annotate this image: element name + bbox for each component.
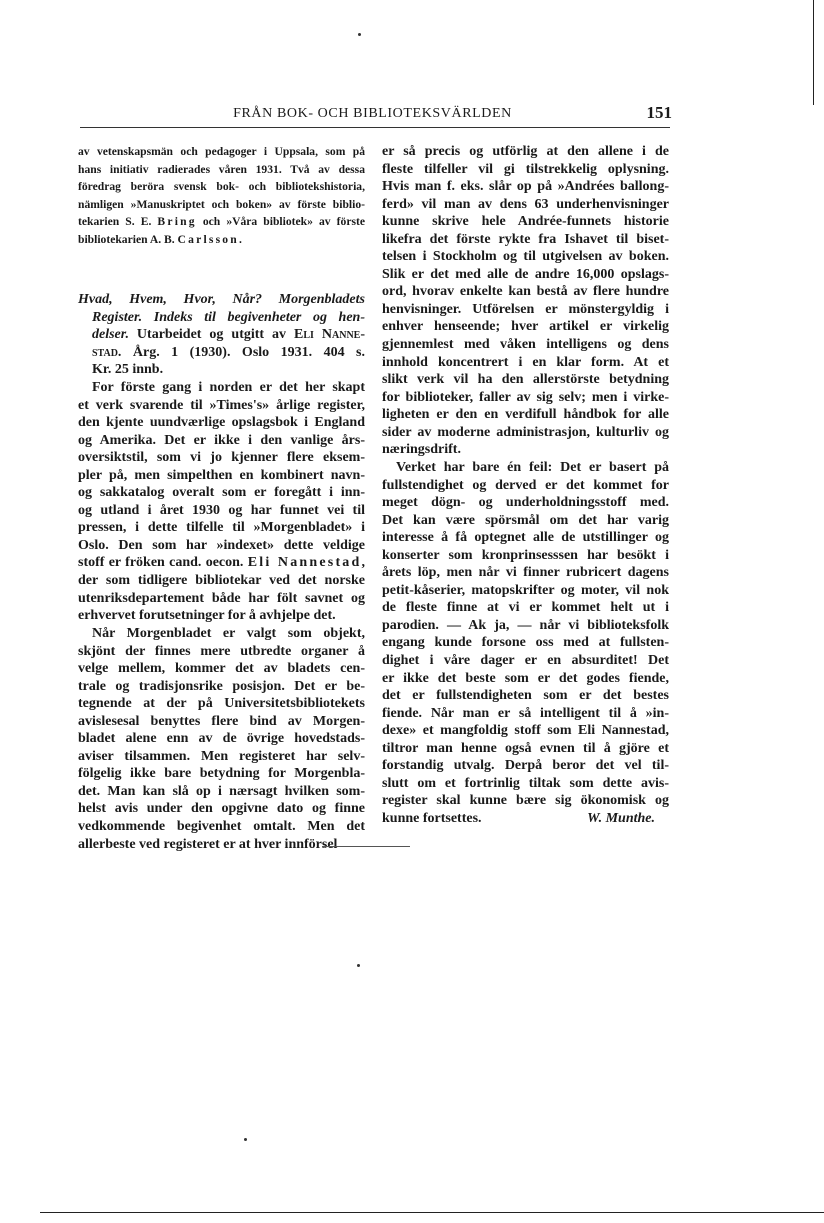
scan-speck [244, 1138, 247, 1141]
text-line: er så precis og utförlig at den allene i de [382, 144, 669, 159]
scan-edge-right [813, 0, 814, 105]
text-line [78, 231, 365, 249]
text-segment: Eli Nannestad [247, 555, 362, 571]
text-line: og sakkatalog overalt som er foregått i inn- [78, 485, 365, 501]
text-line: Oslo. Den som har »indexet» dette veldige [78, 537, 365, 553]
text-line: avislesesal benyttes flere bind av Morgen- [78, 713, 365, 729]
text-line: forstandig utvalg. Derpå beror det vel til- [382, 758, 669, 774]
text-line: gjennemlest med våken intelligens og dens [382, 337, 669, 353]
text-line [78, 291, 365, 309]
text-segment: , [361, 555, 365, 571]
text-line: den kjente uundværlige opslagsbok i England [78, 415, 365, 431]
text-line: fleste tilfeller vil gi tilstrekkelig oplysning. [382, 161, 669, 177]
text-line: petit-kåserier, matopskrifter og moter, vil nok [382, 582, 669, 598]
text-line: kunne skrive hele Andrée-funnets historie [382, 214, 669, 230]
text-line: meget dögn- og underholdningsstoff med. [382, 495, 669, 511]
text-line: register skal kunne bære sig ökonomisk og [382, 793, 669, 809]
text-line: innhold koncentrert i en klar form. At et [382, 354, 669, 370]
text-line: skjönt der finnes mere utbredte organer å [78, 643, 365, 659]
text-line [78, 361, 365, 379]
text-segment: Hvad, Hvem, Hvor, Når? Morgenbladets [78, 292, 365, 307]
text-line: slutt om et fortrinlig tiltak som dette avis- [382, 775, 669, 791]
text-segment: Bring [157, 215, 197, 229]
text-line: pler på, men simpelthen en kombinert navn- [78, 467, 365, 483]
text-segment: . [238, 232, 242, 246]
text-line: oversiktstil, som vi jo kjenner flere eksem- [78, 450, 365, 466]
text-segment: Register. Indeks til begivenheter og hen- [92, 309, 365, 325]
text-line: engang kunde forsone oss med at fullsten- [382, 635, 669, 651]
text-segment: bibliotekarien A. B. [78, 232, 178, 246]
text-line: der som tidligere bibliotekar ved det norske [78, 573, 365, 589]
text-line: fullstendighet og derved er det kommet for [382, 477, 669, 493]
left-paragraph-1 [78, 379, 365, 625]
text-line: er ikke det beste som er det godes fiende, [382, 670, 669, 686]
text-segment: Carlsson [177, 232, 239, 246]
page-number: 151 [646, 103, 672, 122]
text-line: enhver henseende; hver artikel er virkelig [382, 319, 669, 335]
scan-speck [357, 964, 360, 967]
text-line: pressen, i dette tilfelle til »Morgenbladet» i [78, 520, 365, 536]
text-segment: kunne fortsettes. [382, 810, 482, 826]
text-line: årets löp, men når vi finner rubricert dagens [382, 565, 669, 581]
notice-block [78, 143, 365, 248]
text-line: likefra det förste rykte fra Ishavet til biset- [382, 231, 669, 247]
text-line [78, 344, 365, 362]
right-paragraph-1 [382, 143, 669, 459]
scan-speck [358, 33, 361, 36]
text-line: det er fullstendigheten som er det bestes [382, 688, 669, 704]
text-line: konserter som kronprinsesssen har besökt i [382, 547, 669, 563]
text-line [78, 213, 365, 231]
text-line [382, 810, 669, 828]
right-paragraph-2 [382, 459, 669, 827]
text-segment: tekarien S. E. [78, 215, 158, 229]
text-line: tiltror man henne også evnen til å gjöre et [382, 740, 669, 756]
text-line: telsen i Stockholm og til utgivelsen av boken. [382, 249, 669, 265]
text-line: ord, hvorav enkelte kan bestå av flere hundre [382, 284, 669, 300]
author-signature: W. Munthe. [587, 810, 655, 826]
text-line: Når Morgenbladet er valgt som objekt, [92, 626, 365, 641]
scan-edge-bottom [40, 1212, 824, 1213]
text-line: interesse å få optegnet alle de utstillinger og [382, 530, 669, 546]
text-line: Slik er det med alle de andre 16,000 opslags- [382, 266, 669, 282]
text-line [78, 309, 365, 327]
text-line: henvisninger. Utförelsen er mönstergyldig i [382, 301, 669, 317]
text-segment: Årg. 1 (1930). Oslo 1931. 404 s. [121, 344, 365, 360]
text-line: erhvervet forutsetninger for å avhjelpe det. [78, 608, 336, 624]
text-line: Verket har bare én feil: Det er basert på [396, 460, 669, 475]
text-line: utenriksdepartement både har fölt savnet og [78, 590, 365, 606]
text-line: sider av moderne administrasjon, kulturliv og [382, 424, 669, 440]
text-segment: och »Våra bibliotek» av förste [196, 215, 365, 229]
text-line: vedkommende begivenhet omtalt. Men det [78, 819, 365, 835]
text-line: slikt verk vil ha den allerstörste betydning [382, 372, 669, 388]
text-line: dexe» et mangfoldig stoff som Eli Nannestad, [382, 723, 669, 739]
text-line: et verk svarende til »Times's» årlige register, [78, 397, 365, 413]
text-line [78, 326, 365, 344]
text-line: og Amerika. Det er ikke i den vanlige års- [78, 432, 365, 448]
text-line: parodien. — Ak ja, — når vi biblioteksfolk [382, 617, 669, 633]
left-paragraph-2 [78, 625, 365, 853]
text-line: fölgelig ikke bare betydning for Morgenbla- [78, 766, 365, 782]
text-line [78, 554, 365, 572]
text-line: de fleste finne at vi er kommet helt ut i [382, 600, 669, 616]
text-line: hans initiativ radierades våren 1931. Två av dessa [78, 162, 365, 176]
running-header-title: FRÅN BOK- OCH BIBLIOTEKSVÄRLDEN [233, 106, 512, 121]
text-line: Det kan være spörsmål om det har varig [382, 512, 669, 528]
review-heading [78, 291, 365, 379]
text-line: bladet alene enn av de övrige hovedstads- [78, 731, 365, 747]
text-segment: stoff er fröken cand. oecon. [78, 555, 248, 571]
text-line: ligheten er den en verdifull håndbok for alle [382, 407, 669, 423]
text-segment: Eli Nanne- [294, 327, 365, 343]
text-line: av vetenskapsmän och pedagoger i Uppsala, som på [78, 145, 365, 158]
text-line: allerbeste ved registeret er at hver innförsel [78, 836, 338, 852]
section-separator [322, 846, 410, 847]
text-line: helst avis under den opgivne dato og finne [78, 801, 365, 817]
text-line: For förste gang i norden er det her skapt [92, 380, 365, 395]
text-segment: Utarbeidet og utgitt av [128, 327, 295, 343]
text-line: næringsdrift. [382, 442, 461, 458]
header-rule [80, 127, 670, 128]
text-segment: Kr. 25 innb. [92, 362, 164, 378]
text-line: for biblioteker, faller av sig selv; men i virke- [382, 389, 669, 405]
text-line: velge mellem, kommer det av bladets cen- [78, 661, 365, 677]
text-segment: stad. [92, 344, 122, 360]
text-line: fiende. Når man er så intelligent til å »in- [382, 705, 669, 721]
text-segment: delser. [92, 327, 129, 343]
text-line: nämligen »Manuskriptet och boken» av förste biblio- [78, 197, 365, 211]
text-line: tegnende at der på Universitetsbibliotekets [78, 696, 365, 712]
text-line: trale og tradisjonsrike posisjon. Det er be- [78, 678, 365, 694]
text-line: föredrag beröra svensk bok- och bibliotekshistoria, [78, 180, 365, 194]
text-line: ferd» vil man av dens 63 underhenvisninger [382, 196, 669, 212]
text-line: og utland i året 1930 og har funnet vei til [78, 502, 365, 518]
text-line: aviser tilsammen. Men registeret har selv- [78, 748, 365, 764]
text-line: Hvis man f. eks. slår op på »Andrées ballong- [382, 179, 669, 195]
text-line: dighet i våre dager er en absurditet! Det [382, 653, 669, 669]
text-line: det. Man kan slå op i nærsagt hvilken som- [78, 783, 365, 799]
